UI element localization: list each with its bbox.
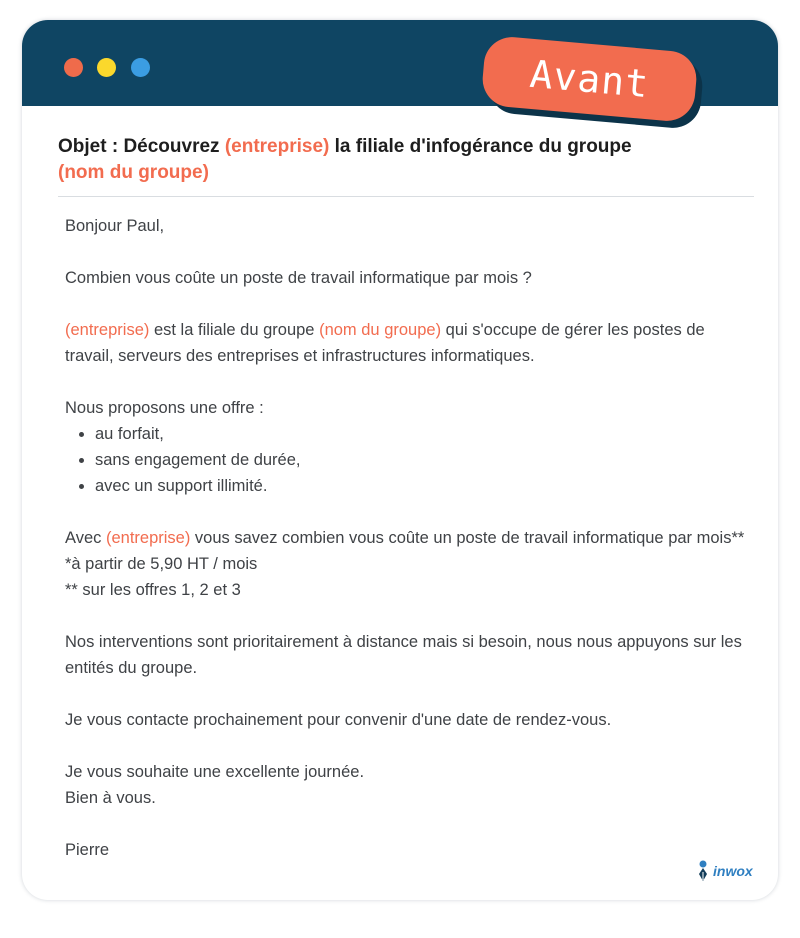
price-text: vous savez combien vous coûte un poste de travail informatique par mois** [190,529,745,547]
inwox-logo [697,859,753,883]
maximize-window-dot[interactable] [131,58,150,77]
logo-text: inwox [713,863,753,879]
signature: Pierre [65,841,110,859]
price-note-1: *à partir de 5,90 HT / mois [65,555,258,573]
offer-item: • avec un support illimité. [95,473,745,499]
group-placeholder: (nom du groupe) [319,321,442,339]
greeting: Bonjour Paul, [65,217,165,235]
offer-item: • au forfait, [95,421,745,447]
interventions-paragraph: Nos interventions sont prioritairement à distance mais si besoin, nous nous appuyons sur les entités du groupe. [65,633,742,677]
company-placeholder: (entreprise) [65,321,150,339]
subject-prefix: Objet : Découvrez [58,136,225,157]
email-body [65,213,745,863]
price-company-placeholder: (entreprise) [105,529,191,547]
offer-list [65,421,745,499]
intro-part2: qui s'occupe de gérer les postes de travail, serveurs des entreprises et infrastructures informatiques. [65,321,705,365]
offer-item: • sans engagement de durée, [95,447,745,473]
minimize-window-dot[interactable] [97,58,116,77]
price-paragraph [65,525,745,551]
intro-paragraph [65,317,745,369]
closing-line-2: Bien à vous. [65,789,156,807]
subject-company-placeholder: (entreprise) [224,136,330,157]
offer-intro: Nous proposons une offre : [65,399,264,417]
badge-label: Avant [528,51,651,107]
subject-middle: la filiale d'infogérance du groupe [329,136,632,157]
price-lead: Avec [65,529,106,547]
price-note-2: ** sur les offres 1, 2 et 3 [65,581,241,599]
intro-part1: est la filiale du groupe [149,321,320,339]
subject-divider [58,196,754,197]
question: Combien vous coûte un poste de travail informatique par mois ? [65,269,532,287]
contact-paragraph: Je vous contacte prochainement pour convenir d'une date de rendez-vous. [65,711,612,729]
email-subject [58,134,758,186]
closing-line-1: Je vous souhaite une excellente journée. [65,763,365,781]
subject-group-placeholder: (nom du groupe) [58,162,209,183]
close-window-dot[interactable] [64,58,83,77]
pen-nib-icon [697,860,709,882]
